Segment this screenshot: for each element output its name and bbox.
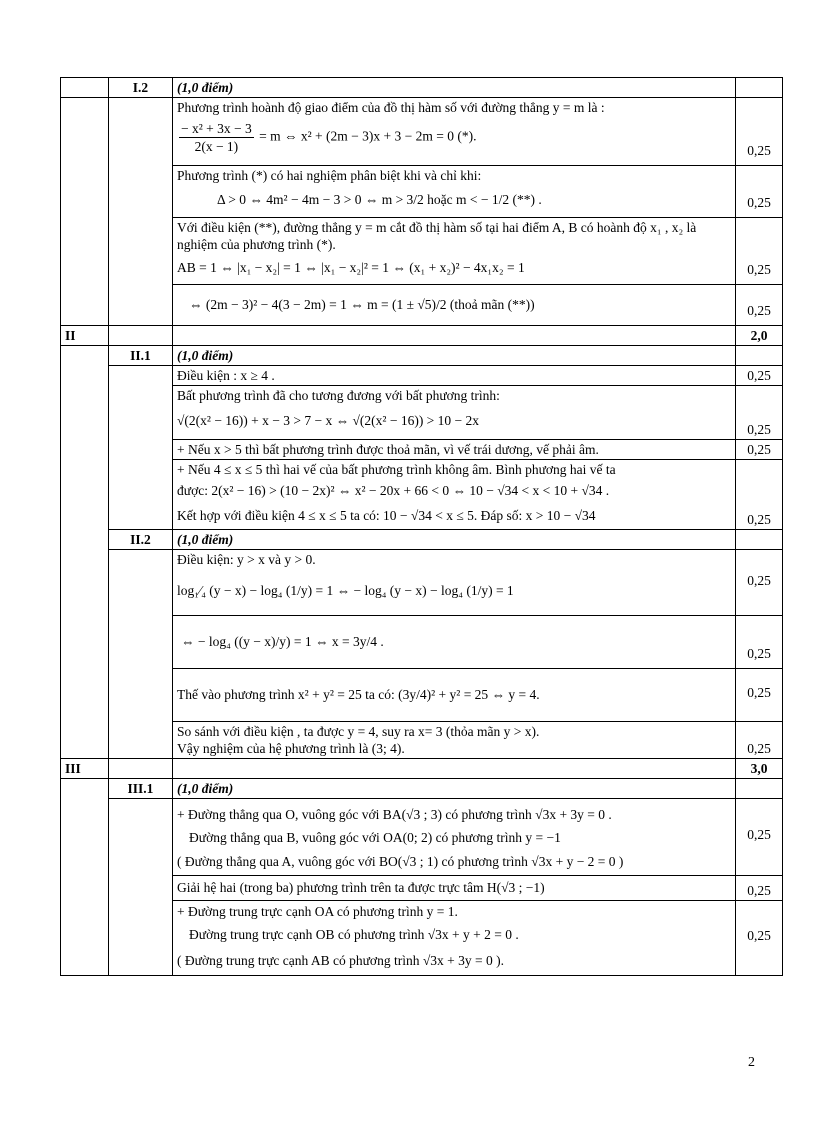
table-row: [61, 218, 783, 285]
equation: Thế vào phương trình x² + y² = 25 ta có: (3y/4)² + y² = 25 ⇔ y = 4.: [177, 687, 540, 702]
part-score: 2,0: [736, 326, 783, 346]
table-row: [61, 440, 783, 460]
score: 0,25: [736, 166, 783, 218]
text-line: + Đường thẳng qua O, vuông góc với BA(√3 ; 3) có phương trình √3x + 3y = 0 .: [177, 807, 612, 822]
score: 0,25: [736, 440, 783, 460]
text-line: + Nếu 4 ≤ x ≤ 5 thì hai vế của bất phương trình không âm. Bình phương hai vế ta: [177, 462, 616, 477]
table-row: [61, 759, 783, 779]
text-line: So sánh với điều kiện , ta được y = 4, suy ra x= 3 (thỏa mãn y > x).: [177, 724, 540, 739]
section-label: II.1: [109, 346, 173, 366]
table-row: [61, 98, 783, 166]
table-row: [61, 166, 783, 218]
section-label: II.2: [109, 530, 173, 550]
text-line: ( Đường trung trực cạnh AB có phương trình √3x + 3y = 0 ).: [177, 953, 504, 968]
score: 0,25: [736, 876, 783, 901]
text-line: Điều kiện : x ≥ 4 .: [173, 366, 736, 386]
part-label: III: [61, 759, 109, 779]
score: 0,25: [736, 285, 783, 326]
fraction-denominator: 2(x − 1): [194, 139, 239, 154]
table-row: [61, 550, 783, 616]
score: 0,25: [736, 460, 783, 530]
equation: = m ⇔ x² + (2m − 3)x + 3 − 2m = 0 (*).: [259, 128, 477, 144]
table-row: [61, 799, 783, 876]
part-score: 3,0: [736, 759, 783, 779]
table-row: [61, 901, 783, 976]
text-line: + Nếu x > 5 thì bất phương trình được thoả mãn, vì vế trái dương, vế phải âm.: [173, 440, 736, 460]
equation: ⇔ − log₄ ((y − x)/y) = 1 ⇔ x = 3y/4 .: [181, 634, 384, 649]
table-row: [61, 530, 783, 550]
equation: √(2(x² − 16)) + x − 3 > 7 − x ⇔ √(2(x² − 16)) > 10 − 2x: [177, 413, 480, 428]
fraction-numerator: − x² + 3x − 3: [181, 121, 252, 136]
text-line: ( Đường thẳng qua A, vuông góc với BO(√3 ; 1) có phương trình √3x + y − 2 = 0 ): [177, 854, 624, 869]
equation: được: 2(x² − 16) > (10 − 2x)² ⇔ x² − 20x + 66 < 0 ⇔ 10 − √34 < x < 10 + √34 .: [177, 483, 610, 498]
part-label: II: [61, 326, 109, 346]
text-line: Phương trình (*) có hai nghiệm phân biệt khi và chỉ khi:: [177, 168, 482, 183]
section-header: (1,0 điểm): [173, 78, 736, 98]
text-line: Bất phương trình đã cho tương đương với bất phương trình:: [177, 388, 500, 403]
equation: AB = 1 ⇔ |x₁ − x₂| = 1 ⇔ |x₁ − x₂|² = 1 ⇔ (x₁ + x₂)² − 4x₁x₂ = 1: [177, 260, 525, 275]
score: 0,25: [736, 669, 783, 722]
equation: log₁⁄₄ (y − x) − log₄ (1/y) = 1 ⇔ − log₄ (y − x) − log₄ (1/y) = 1: [177, 583, 514, 598]
text-line: Điều kiện: y > x và y > 0.: [177, 552, 316, 567]
score: 0,25: [736, 98, 783, 166]
table-row: [61, 669, 783, 722]
score: 0,25: [736, 901, 783, 976]
score: 0,25: [736, 218, 783, 285]
score: 0,25: [736, 366, 783, 386]
equation: ⇔ (2m − 3)² − 4(3 − 2m) = 1 ⇔ m = (1 ± √5)/2 (thoả mãn (**)): [189, 297, 535, 312]
table-row: [61, 876, 783, 901]
section-label: III.1: [109, 779, 173, 799]
table-row: [61, 346, 783, 366]
text-line: Đường thẳng qua B, vuông góc với OA(0; 2) có phương trình y = −1: [189, 830, 561, 845]
text-line: + Đường trung trực cạnh OA có phương trình y = 1.: [177, 904, 458, 919]
section-label: I.2: [109, 78, 173, 98]
text-line: Với điều kiện (**), đường thẳng y = m cắt đồ thị hàm số tại hai điểm A, B có hoành độ x₁ , x₂ là nghiệm của phương trình (*).: [177, 220, 697, 252]
table-row: [61, 779, 783, 799]
text-line: Kết hợp với điều kiện 4 ≤ x ≤ 5 ta có: 10 − √34 < x ≤ 5. Đáp số: x > 10 − √34: [177, 508, 596, 523]
equation: Δ > 0 ⇔ 4m² − 4m − 3 > 0 ⇔ m > 3/2 hoặc m < − 1/2 (**) .: [217, 192, 542, 207]
score: 0,25: [736, 722, 783, 759]
score: 0,25: [736, 386, 783, 440]
table-row: [61, 285, 783, 326]
table-row: [61, 616, 783, 669]
text-line: Đường trung trực cạnh OB có phương trình √3x + y + 2 = 0 .: [189, 927, 519, 942]
text-line: Phương trình hoành độ giao điểm của đồ thị hàm số với đường thẳng y = m là :: [177, 100, 605, 115]
table-row: [61, 78, 783, 98]
table-row: [61, 460, 783, 530]
table-row: [61, 366, 783, 386]
answer-table: [60, 77, 783, 976]
section-header: (1,0 điểm): [173, 346, 736, 366]
section-header: (1,0 điểm): [173, 779, 736, 799]
score: 0,25: [736, 550, 783, 616]
table-row: [61, 722, 783, 759]
score: 0,25: [736, 799, 783, 876]
section-header: (1,0 điểm): [173, 530, 736, 550]
table-row: [61, 326, 783, 346]
page-number: 2: [748, 1055, 755, 1070]
score: 0,25: [736, 616, 783, 669]
table-row: [61, 386, 783, 440]
text-line: Giải hệ hai (trong ba) phương trình trên ta được trực tâm H(√3 ; −1): [173, 876, 736, 901]
text-line: Vậy nghiệm của hệ phương trình là (3; 4).: [177, 741, 405, 756]
